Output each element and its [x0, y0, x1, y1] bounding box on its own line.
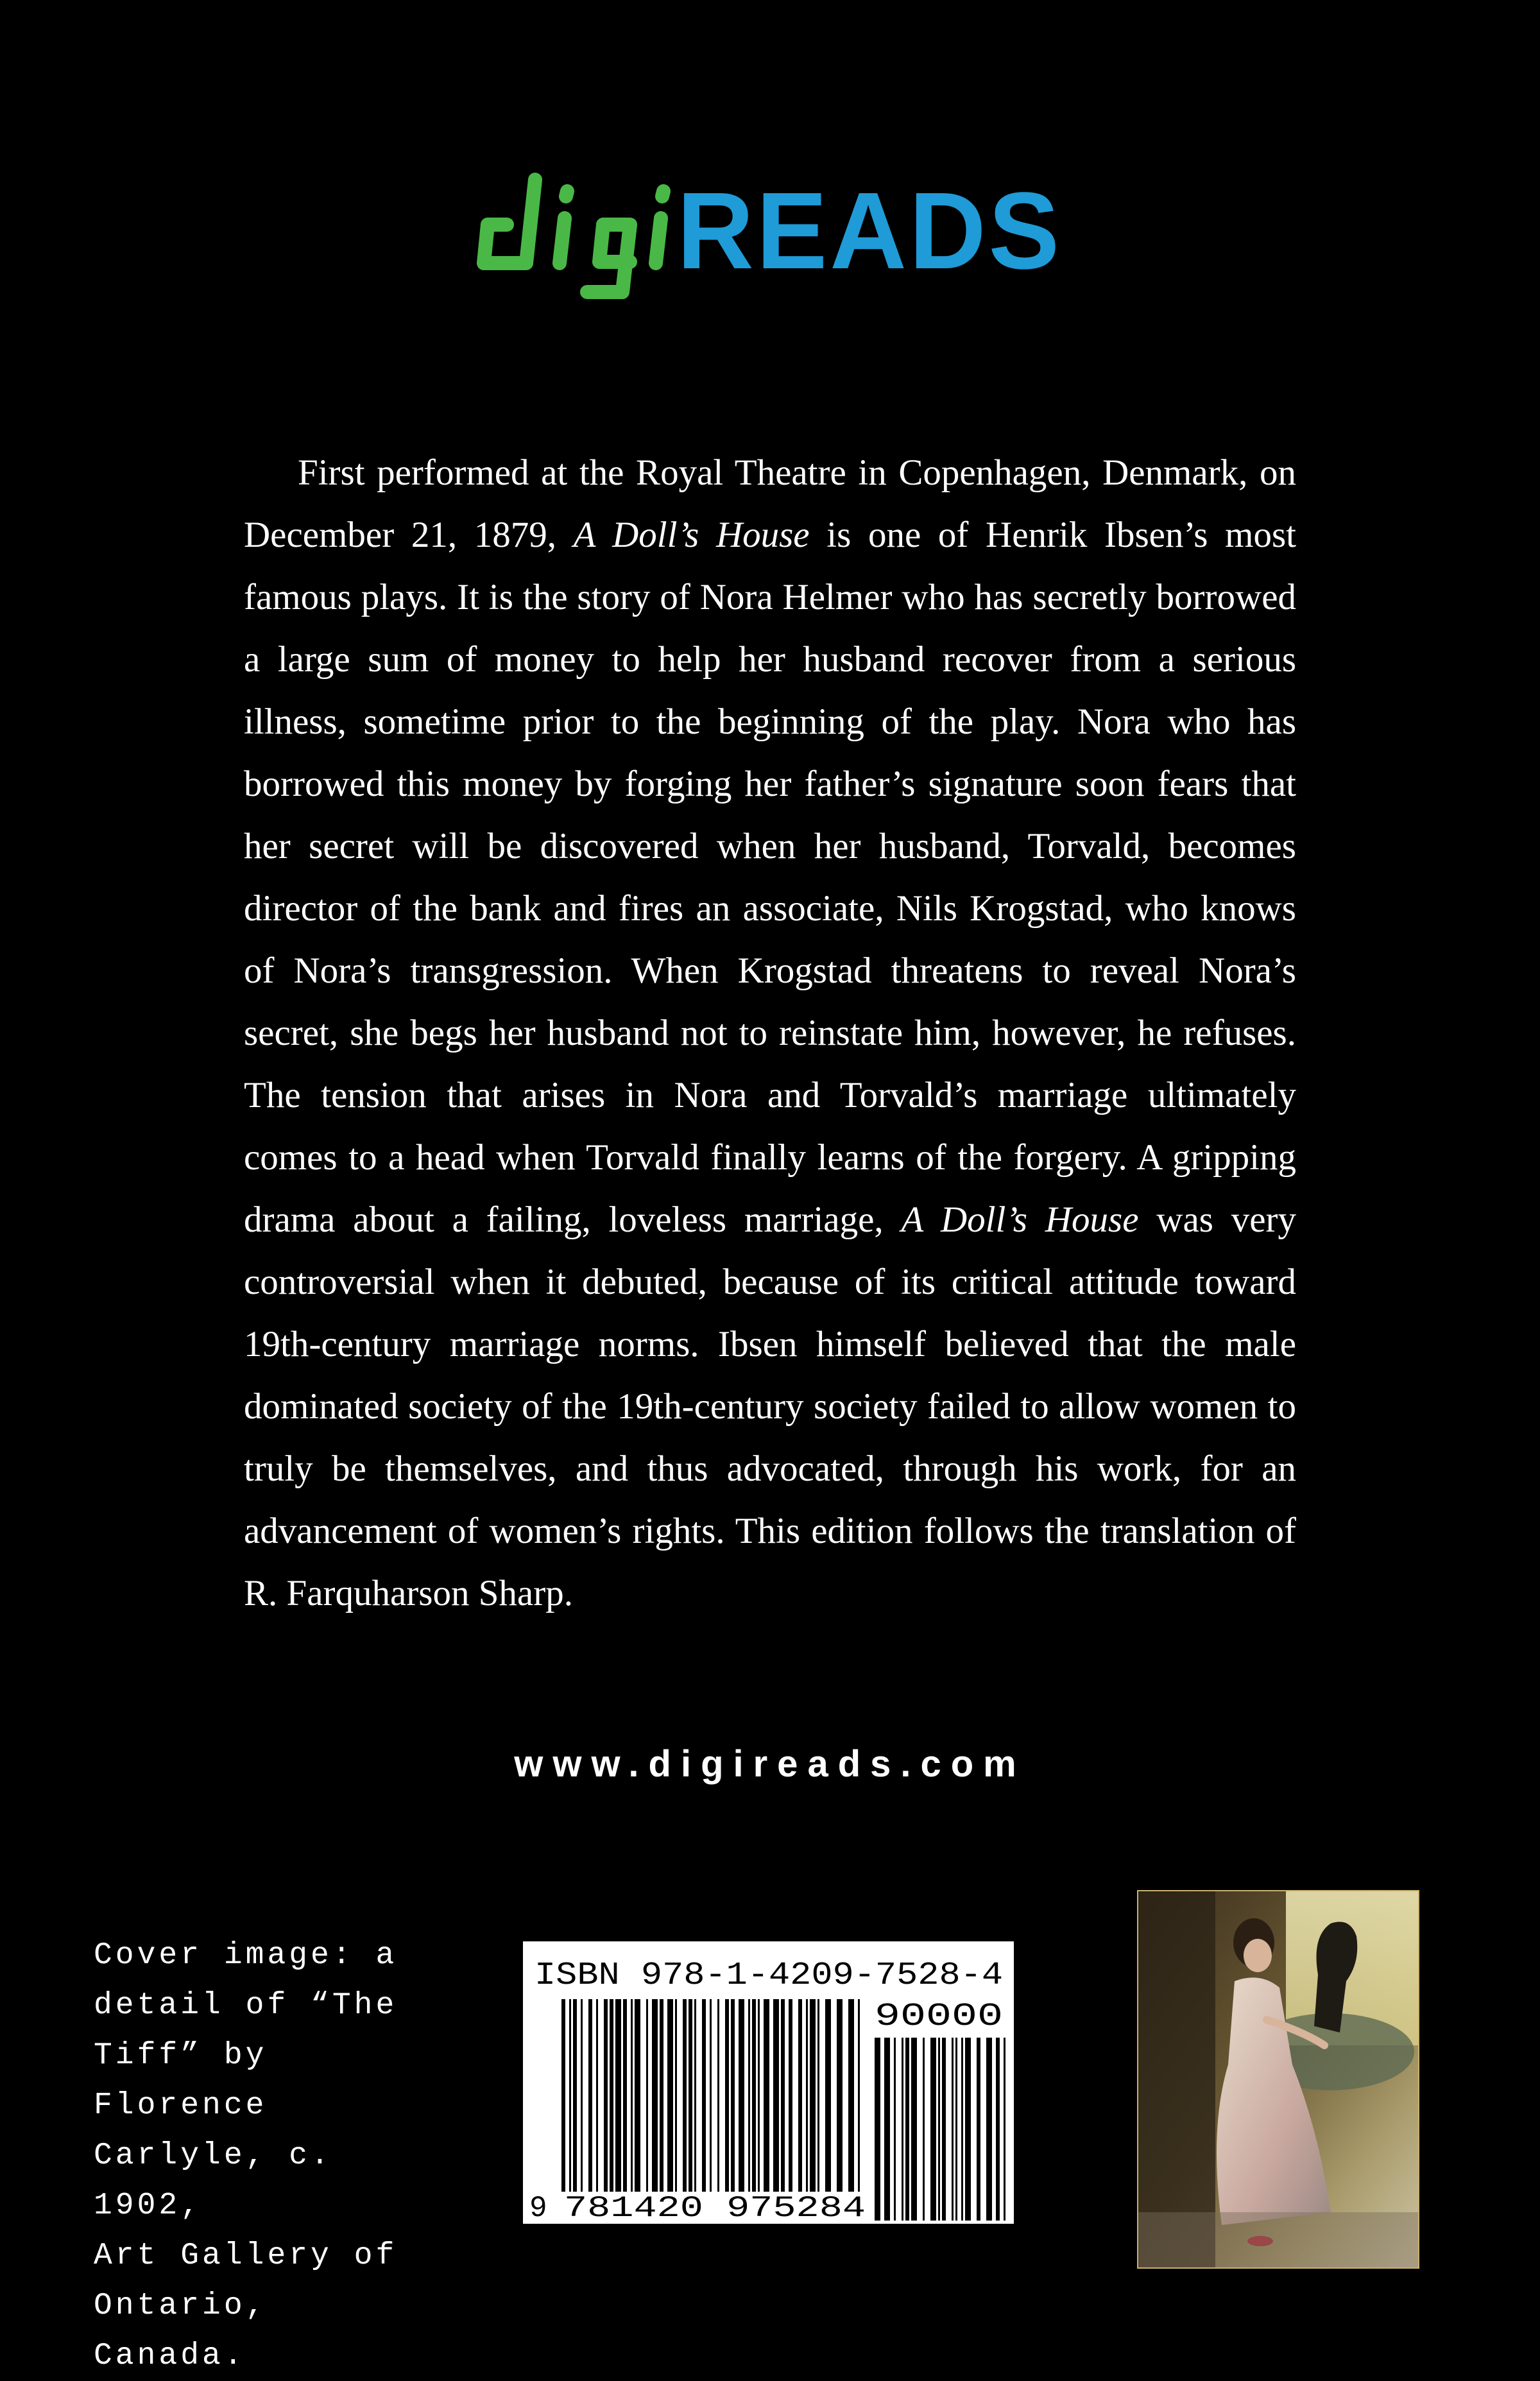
- barcode-digit-first: 9: [529, 2192, 547, 2224]
- digireads-logo: [468, 154, 1078, 302]
- credit-line: Cover image: a: [94, 1938, 398, 1973]
- book-title-italic-2: A Doll’s House: [901, 1199, 1139, 1240]
- cover-painting-thumbnail: [1137, 1890, 1419, 2269]
- description-paragraph: [244, 442, 1296, 1624]
- book-description: [244, 442, 1296, 1624]
- cover-image-credit: [94, 1930, 434, 2381]
- barcode-bars-main: [561, 1999, 860, 2192]
- credit-line: Tiff” by Florence: [94, 2038, 268, 2123]
- credit-line: Carlyle, c. 1902,: [94, 2138, 332, 2223]
- barcode-digits: 781420 975284: [564, 2192, 866, 2224]
- description-text-1: First performed at the Royal Theatre in Copenhagen, Denmark, on December 21, 1879,: [244, 452, 1296, 555]
- price-code-text: 90000: [875, 1998, 1003, 2035]
- publisher-website: www.digireads.com: [514, 1743, 1026, 1785]
- isbn-barcode: [523, 1941, 1014, 2224]
- barcode-bars-addon: [875, 2038, 1005, 2221]
- isbn-text: ISBN 978-1-4209-7528-4: [535, 1957, 1003, 1994]
- description-text-3: was very controversial when it debuted, because of its critical attitude toward 19th-century marriage norms. Ibsen himself believed that the male dominated society of the 19th-century society failed to allow women to truly be themselves, and thus advocated, through his work, for an advancement of women’s rights. This edition follows the translation of R. Farquharson Sharp.: [244, 1199, 1296, 1613]
- credit-line: detail of “The: [94, 1988, 398, 2023]
- logo-reads-text: READS: [677, 170, 1062, 292]
- credit-line: Art Gallery of: [94, 2239, 398, 2273]
- logo-digi-mark: [484, 180, 663, 292]
- book-title-italic-1: A Doll’s House: [573, 515, 810, 555]
- description-text-2: is one of Henrik Ibsen’s most famous plays. It is the story of Nora Helmer who has secretly borrowed a large sum of money to help her husband recover from a serious illness, sometime prior to the beginning of the play. Nora who has borrowed this money by forging her father’s signature soon fears that her secret will be discovered when her husband, Torvald, becomes director of the bank and fires an associate, Nils Krogstad, who knows of Nora’s transgression. When Krogstad threatens to reveal Nora’s secret, she begs her husband not to reinstate him, however, he refuses. The tension that arises in Nora and Torvald’s marriage ultimately comes to a head when Torvald finally learns of the forgery. A gripping drama about a failing, loveless marriage,: [244, 515, 1296, 1240]
- credit-line: Ontario, Canada.: [94, 2289, 268, 2373]
